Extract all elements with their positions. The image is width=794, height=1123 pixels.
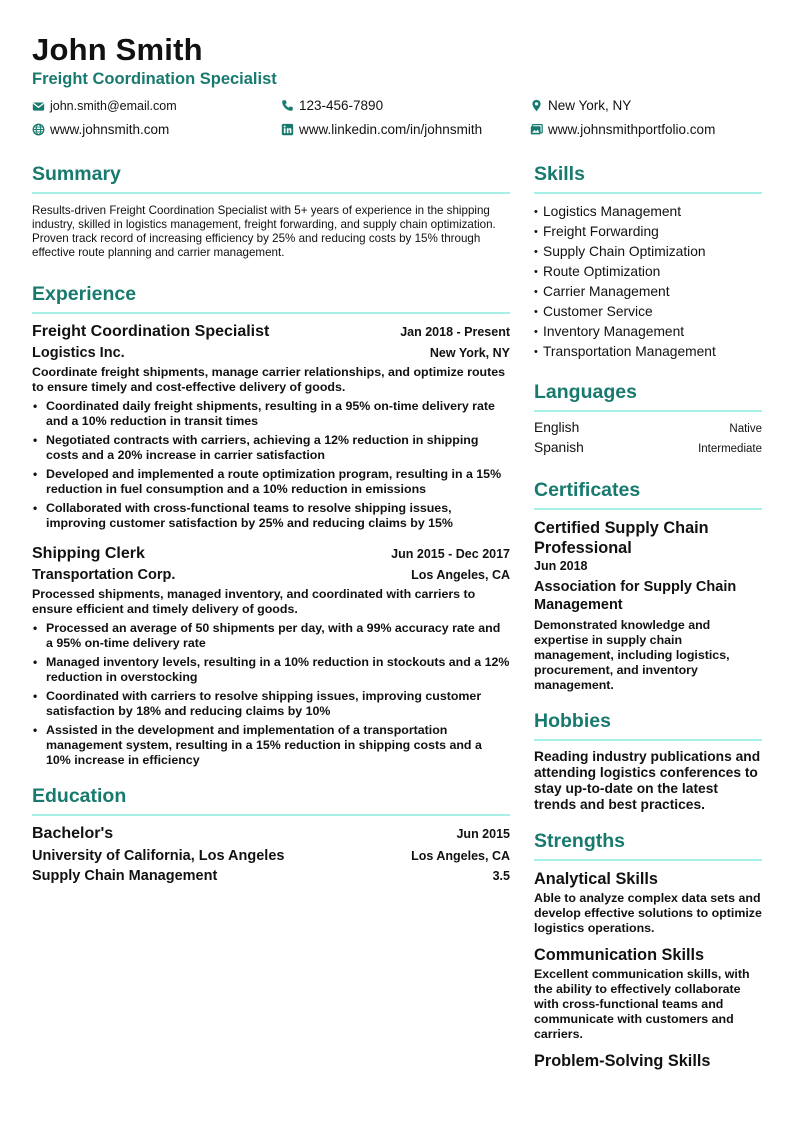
right-column — [534, 160, 762, 1071]
candidate-role: Freight Coordination Specialist — [32, 70, 277, 88]
job-location: Los Angeles, CA — [411, 568, 510, 582]
website-text: www.johnsmith.com — [50, 122, 170, 137]
skill-item: • Logistics Management — [534, 202, 762, 222]
strength-entry — [534, 1051, 762, 1071]
certificate-issuer: Association for Supply Chain Management — [534, 579, 737, 613]
certificate-name: Certified Supply Chain Professional — [534, 519, 709, 557]
job-description: Coordinate freight shipments, manage carrier relationships, and optimize routes to ensure timely and cost-effective delivery of goods. — [32, 365, 506, 394]
portfolio-icon — [530, 123, 543, 136]
language-name: Spanish — [534, 440, 584, 455]
job-date: Jun 2015 - Dec 2017 — [391, 547, 510, 561]
certificate-entry — [534, 518, 762, 693]
skill-item: • Carrier Management — [534, 282, 762, 302]
summary-text: Results-driven Freight Coordination Specialist with 5+ years of experience in the shipping industry, skilled in logistics management, freight forwarding, and supply chain optimization. Proven track record of increasing efficiency by 25% and reducing costs by 15% through effective route planning and carrier management. — [32, 204, 496, 259]
contact-phone[interactable] — [281, 98, 383, 113]
phone-icon — [281, 99, 294, 112]
location-pin-icon — [530, 99, 543, 112]
job-date: Jan 2018 - Present — [400, 325, 510, 339]
school: University of California, Los Angeles — [32, 848, 285, 864]
job-title: Freight Coordination Specialist — [32, 323, 270, 340]
degree: Bachelor's — [32, 825, 114, 842]
phone-text: 123-456-7890 — [299, 98, 384, 113]
skill-item: • Freight Forwarding — [534, 222, 762, 242]
job-bullet: • Managed inventory levels, resulting in a 10% reduction in stockouts and a 12% reduction in overstocking — [32, 655, 510, 685]
portfolio-text: www.johnsmithportfolio.com — [548, 122, 716, 137]
skill-item: • Inventory Management — [534, 322, 762, 342]
hobbies-heading: Hobbies — [534, 707, 762, 741]
globe-icon — [32, 123, 45, 136]
skills-heading: Skills — [534, 160, 762, 194]
job-title: Shipping Clerk — [32, 545, 145, 562]
skill-item: • Transportation Management — [534, 342, 762, 362]
email-icon — [32, 100, 45, 113]
contact-website[interactable] — [32, 122, 169, 137]
languages-list — [534, 420, 762, 460]
email-text: john.smith@email.com — [50, 99, 177, 113]
job-1 — [32, 323, 510, 531]
job-bullet: • Assisted in the development and implementation of a transportation management system, resulting in a 15% reduction in shipping costs and a 10% increase in efficiency — [32, 723, 510, 768]
languages-heading: Languages — [534, 378, 762, 412]
language-level: Native — [729, 423, 762, 435]
job-bullet: • Collaborated with cross-functional teams to resolve shipping issues, improving customer satisfaction by 25% and reducing claims by 15% — [32, 501, 510, 531]
gpa: 3.5 — [492, 869, 510, 883]
strength-description: Able to analyze complex data sets and develop effective solutions to optimize logistics operations. — [534, 891, 762, 935]
strength-entry — [534, 869, 762, 936]
strength-title: Communication Skills — [534, 946, 705, 964]
job-bullet: • Processed an average of 50 shipments per day, with a 99% accuracy rate and a 95% on-time delivery rate — [32, 621, 510, 651]
skill-item: • Supply Chain Optimization — [534, 242, 762, 262]
strength-title: Analytical Skills — [534, 870, 658, 888]
job-location: New York, NY — [429, 346, 510, 360]
language-row — [534, 440, 762, 460]
certificates-heading: Certificates — [534, 476, 762, 510]
strength-entry — [534, 945, 762, 1042]
job-description: Processed shipments, managed inventory, and coordinated with carriers to ensure efficient and timely delivery of goods. — [32, 587, 476, 616]
contact-location — [530, 98, 631, 113]
language-name: English — [534, 420, 580, 435]
contact-linkedin[interactable] — [281, 122, 482, 137]
contact-email[interactable] — [32, 99, 177, 113]
contact-portfolio[interactable] — [530, 122, 715, 137]
candidate-name: John Smith — [32, 32, 203, 67]
education-heading: Education — [32, 782, 510, 816]
skills-list — [534, 202, 762, 362]
strengths-heading: Strengths — [534, 827, 762, 861]
job-bullets — [32, 621, 510, 768]
education-entry — [32, 825, 510, 884]
education-date: Jun 2015 — [456, 827, 510, 841]
language-row — [534, 420, 762, 440]
job-bullet: • Developed and implemented a route optimization program, resulting in a 15% reduction in fuel consumption and a 10% reduction in emissions — [32, 467, 510, 497]
skill-item: • Customer Service — [534, 302, 762, 322]
job-bullet: • Coordinated with carriers to resolve shipping issues, improving customer satisfaction by 18% and reducing claims by 10% — [32, 689, 510, 719]
hobbies-text: Reading industry publications and attending logistics conferences to stay up-to-date on the latest trends and best practices. — [534, 749, 761, 812]
job-company: Logistics Inc. — [32, 345, 125, 361]
linkedin-icon — [281, 123, 294, 136]
location-text: New York, NY — [548, 98, 632, 113]
field-of-study: Supply Chain Management — [32, 868, 218, 884]
linkedin-text: www.linkedin.com/in/johnsmith — [299, 122, 483, 137]
job-bullets — [32, 399, 510, 531]
strength-title: Problem-Solving Skills — [534, 1052, 711, 1070]
experience-heading: Experience — [32, 280, 510, 314]
skill-item: • Route Optimization — [534, 262, 762, 282]
left-column — [32, 160, 510, 884]
certificate-description: Demonstrated knowledge and expertise in supply chain management, including logistics, procurement, and inventory management. — [534, 618, 730, 692]
strength-description: Excellent communication skills, with the ability to effectively collaborate with cross-functional teams and communicate with customers and carriers. — [534, 967, 750, 1041]
job-company: Transportation Corp. — [32, 567, 176, 583]
education-location: Los Angeles, CA — [411, 849, 510, 863]
job-2 — [32, 545, 510, 768]
job-bullet: • Negotiated contracts with carriers, achieving a 12% reduction in shipping costs and a 20% increase in carrier satisfaction — [32, 433, 510, 463]
summary-heading: Summary — [32, 160, 510, 194]
language-level: Intermediate — [698, 443, 762, 455]
certificate-date: Jun 2018 — [534, 559, 588, 573]
job-bullet: • Coordinated daily freight shipments, resulting in a 95% on-time delivery rate and a 10% reduction in transit times — [32, 399, 510, 429]
